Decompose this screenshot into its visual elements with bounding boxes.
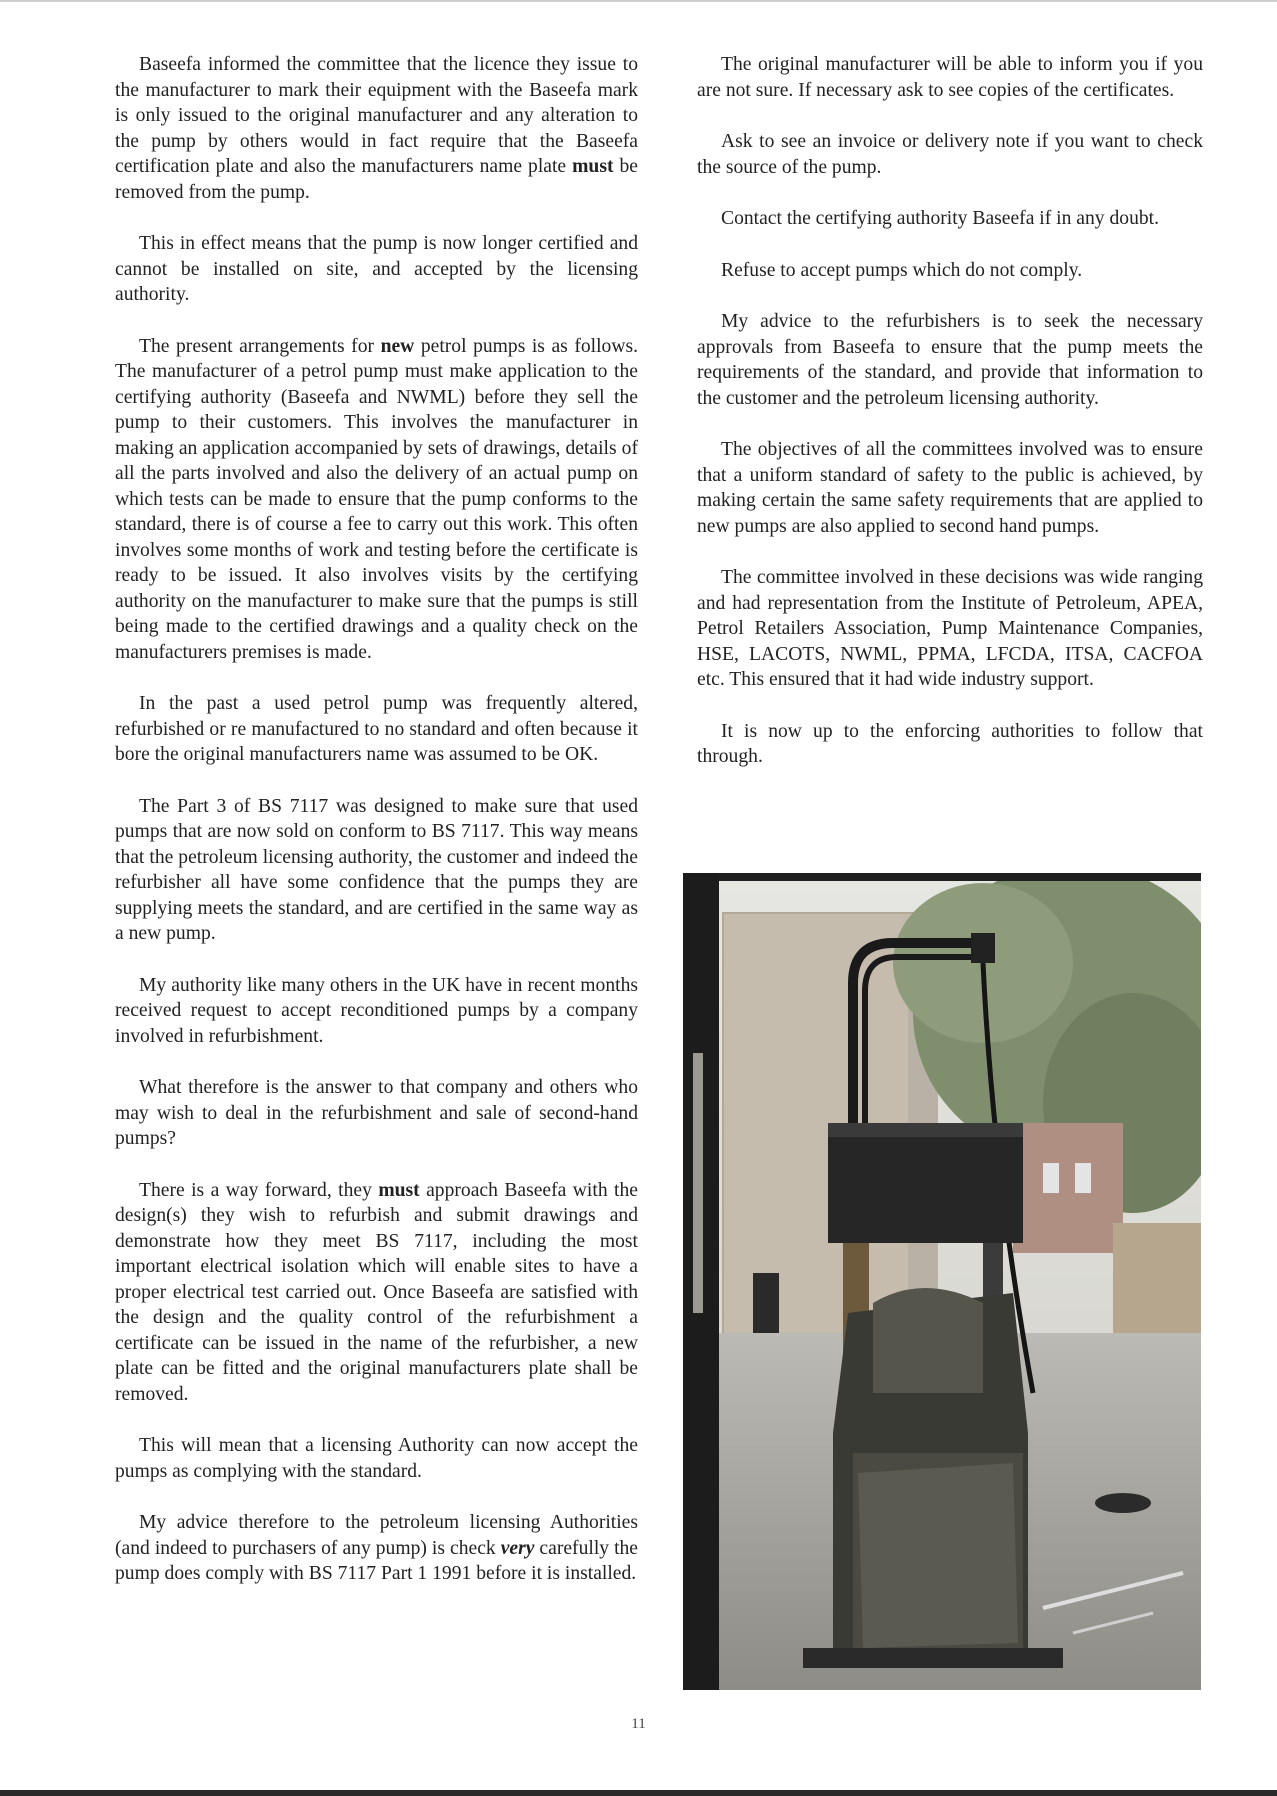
paragraph bbox=[115, 973, 638, 1050]
text-run: Refuse to accept pumps which do not comply. bbox=[721, 259, 1083, 281]
paragraph bbox=[115, 1178, 638, 1408]
paragraph bbox=[697, 565, 1203, 693]
paragraph bbox=[697, 719, 1203, 770]
paragraph bbox=[115, 52, 638, 205]
text-run: In the past a used petrol pump was frequently altered, refurbished or re manufactured to no standard and often because it bore the original manufacturers name was assumed to be OK. bbox=[115, 693, 638, 765]
petrol-pump-illustration bbox=[683, 873, 1201, 1690]
right-text-column bbox=[697, 52, 1203, 796]
text-run: be removed from the pump. bbox=[115, 156, 638, 203]
text-run: The objectives of all the committees involved was to ensure that a uniform standard of safety to the public is achieved, by making certain the same safety requirements that are applied to new pumps are also applied to second hand pumps. bbox=[697, 439, 1203, 537]
paragraph bbox=[115, 691, 638, 768]
paragraph bbox=[697, 52, 1203, 103]
left-text-column bbox=[115, 52, 638, 1613]
paragraph bbox=[115, 794, 638, 947]
scan-edge-top bbox=[0, 0, 1277, 2]
text-run: The Part 3 of BS 7117 was designed to make sure that used pumps that are now sold on conform to BS 7117. This way means that the petroleum licensing authority, the customer and indeed the refurbisher all have some confidence that the pumps they are supplying meets the standard, and are certified in the same way as a new pump. bbox=[115, 795, 638, 944]
scan-edge-bottom bbox=[0, 1790, 1277, 1796]
text-run: This will mean that a licensing Authority can now accept the pumps as complying with the standard. bbox=[115, 1435, 638, 1482]
text-run: The original manufacturer will be able to inform you if you are not sure. If necessary ask to see copies of the certificates. bbox=[697, 54, 1203, 101]
paragraph bbox=[697, 258, 1203, 284]
bold-text: new bbox=[380, 335, 415, 357]
petrol-pump-photo bbox=[683, 873, 1201, 1690]
text-run: My authority like many others in the UK have in recent months received request to accept reconditioned pumps by a company involved in refurbishment. bbox=[115, 974, 638, 1047]
text-run: What therefore is the answer to that company and others who may wish to deal in the refurbishment and sale of second-hand pumps? bbox=[115, 1077, 638, 1149]
paragraph bbox=[115, 1075, 638, 1152]
text-run: Ask to see an invoice or delivery note if you want to check the source of the pump. bbox=[697, 131, 1203, 178]
text-run: My advice to the refurbishers is to seek the necessary approvals from Baseefa to ensure that the pump meets the requirements of the standard, and provide that information to the customer and the petroleum licensing authority. bbox=[697, 311, 1203, 409]
text-run: Contact the certifying authority Baseefa if in any doubt. bbox=[721, 208, 1160, 229]
text-run: approach Baseefa with the design(s) they wish to refurbish and submit drawings and demonstrate how they meet BS 7117, including the most important electrical isolation which will enable sites to have a proper electrical test carried out. Once Baseefa are satisfied with the design and the quality control of the refurbishment a certificate can be issued in the name of the refurbisher, a new plate can be fitted and the original manufacturers plate shall be removed. bbox=[115, 1179, 638, 1405]
bold-text: must bbox=[572, 156, 614, 177]
paragraph bbox=[115, 231, 638, 308]
text-run: The committee involved in these decisions was wide ranging and had representation from the Institute of Petroleum, APEA, Petrol Retailers Association, Pump Maintenance Companies, HSE, LACOTS, NWML, PPMA, LFCDA, ITSA, CACFOA etc. This ensured that it had wide industry support. bbox=[697, 567, 1203, 690]
paragraph bbox=[697, 309, 1203, 411]
page-number: 11 bbox=[631, 1716, 646, 1732]
text-run: There is a way forward, they bbox=[139, 1179, 379, 1201]
paragraph bbox=[115, 1510, 638, 1587]
text-run: carefully the pump does comply with BS 7117 Part 1 1991 before it is installed. bbox=[115, 1537, 639, 1584]
paragraph bbox=[115, 1433, 638, 1484]
text-run: The present arrangements for bbox=[139, 335, 381, 357]
paragraph bbox=[115, 334, 638, 666]
paragraph bbox=[697, 129, 1203, 180]
bold-text: must bbox=[378, 1179, 420, 1201]
text-run: petrol pumps is as follows. The manufacturer of a petrol pump must make application to the certifying authority (Baseefa and NWML) before they sell the pump to their customers. This involves the manufacturer in making an application accompanied by sets of drawings, details of all the parts involved and also the delivery of an actual pump on which tests can be made to ensure that the pump conforms to the standard, there is of course a fee to carry out this work. This often involves some months of work and testing before the certificate is ready to be issued. It also involves visits by the certifying authority on the manufacturer to make sure that the pumps is still being made to the certified drawings and a quality check on the manufacturers premises is made. bbox=[115, 335, 638, 663]
text-run: It is now up to the enforcing authorities to follow that through. bbox=[697, 720, 1203, 767]
emphasis-text: very bbox=[500, 1537, 535, 1559]
text-run: Baseefa informed the committee that the licence they issue to the manufacturer to mark their equipment with the Baseefa mark is only issued to the original manufacturer and any alteration to the pump by others would in fact require that the Baseefa certification plate and also the manufacturers name plate bbox=[115, 54, 638, 177]
text-run: My advice therefore to the petroleum licensing Authorities (and indeed to purchasers of any pump) is check bbox=[115, 1512, 638, 1559]
paragraph bbox=[697, 206, 1203, 232]
paragraph bbox=[697, 437, 1203, 539]
text-run: This in effect means that the pump is now longer certified and cannot be installed on site, and accepted by the licensing authority. bbox=[115, 233, 638, 305]
